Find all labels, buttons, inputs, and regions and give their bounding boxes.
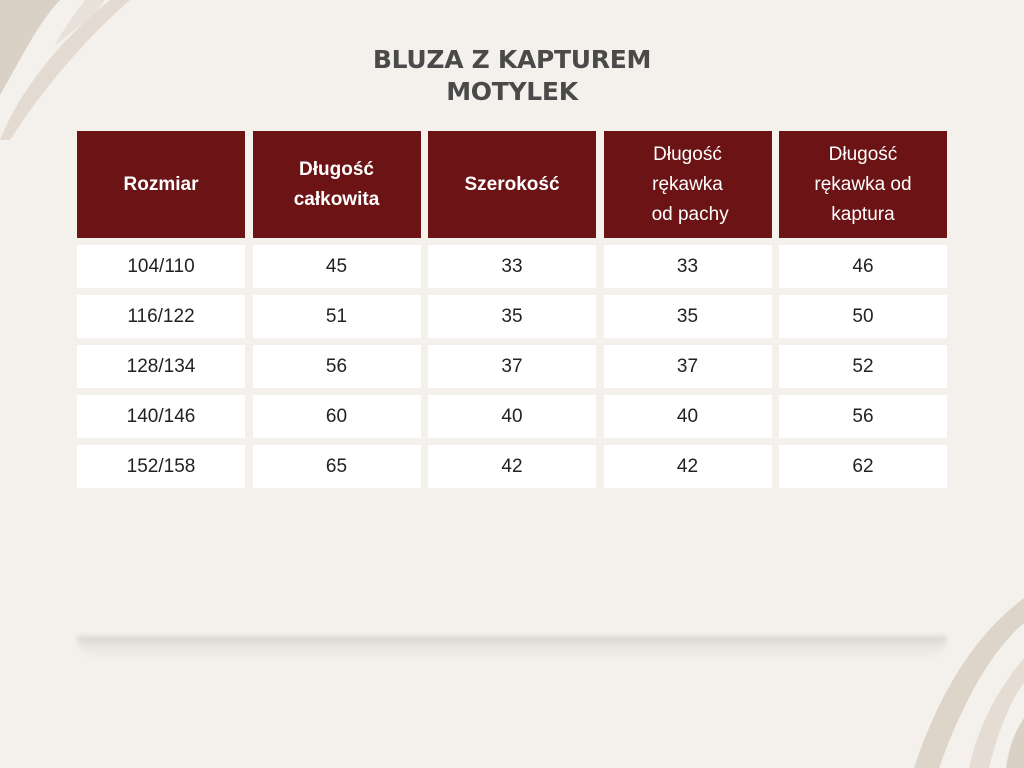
table-cell-width: 33 xyxy=(428,245,596,288)
table-cell-total-length: 45 xyxy=(253,245,421,288)
table-cell-sleeve-hood: 52 xyxy=(779,345,947,388)
table-cell-total-length: 60 xyxy=(253,395,421,438)
header-size xyxy=(77,131,245,238)
header-size-label: Rozmiar xyxy=(123,173,199,195)
table-cell-sleeve-hood: 56 xyxy=(779,395,947,438)
table-cell-sleeve-armpit: 35 xyxy=(604,295,772,338)
page-title xyxy=(0,44,1024,108)
table-cell-sleeve-hood: 50 xyxy=(779,295,947,338)
table-cell-sleeve-armpit: 33 xyxy=(604,245,772,288)
title-line-1: BLUZA Z KAPTUREM xyxy=(372,45,652,74)
table-cell-sleeve-hood: 62 xyxy=(779,445,947,488)
bottom-right-leaf-decoration xyxy=(904,598,1024,768)
title-line-2: MOTYLEK xyxy=(446,77,578,106)
table-cell-width: 42 xyxy=(428,445,596,488)
header-sleeve-from-hood xyxy=(779,131,947,238)
table-cell-width: 40 xyxy=(428,395,596,438)
table-cell-width: 35 xyxy=(428,295,596,338)
table-cell-size: 128/134 xyxy=(77,345,245,388)
header-total-length xyxy=(253,131,421,238)
table-cell-size: 116/122 xyxy=(77,295,245,338)
header-width xyxy=(428,131,596,238)
header-sleeve-armpit-line-2: rękawka xyxy=(652,173,723,195)
header-total-length-line-1: Długość xyxy=(299,158,374,180)
table-cell-sleeve-armpit: 40 xyxy=(604,395,772,438)
header-width-label: Szerokość xyxy=(464,173,560,195)
table-cell-sleeve-hood: 46 xyxy=(779,245,947,288)
shadow-divider xyxy=(77,636,947,660)
table-cell-width: 37 xyxy=(428,345,596,388)
header-sleeve-hood-line-1: Długość xyxy=(828,143,898,165)
header-sleeve-hood-line-2: rękawka od xyxy=(814,173,912,195)
table-cell-total-length: 65 xyxy=(253,445,421,488)
table-cell-total-length: 51 xyxy=(253,295,421,338)
table-cell-size: 152/158 xyxy=(77,445,245,488)
header-sleeve-hood-line-3: kaptura xyxy=(831,203,895,225)
table-cell-total-length: 56 xyxy=(253,345,421,388)
table-cell-sleeve-armpit: 42 xyxy=(604,445,772,488)
header-sleeve-armpit-line-1: Długość xyxy=(653,143,722,165)
table-cell-size: 140/146 xyxy=(77,395,245,438)
table-cell-sleeve-armpit: 37 xyxy=(604,345,772,388)
table-cell-size: 104/110 xyxy=(77,245,245,288)
header-total-length-line-2: całkowita xyxy=(293,188,380,210)
size-table xyxy=(77,131,947,488)
header-sleeve-from-armpit xyxy=(604,131,772,238)
header-sleeve-armpit-line-3: od pachy xyxy=(646,203,729,225)
